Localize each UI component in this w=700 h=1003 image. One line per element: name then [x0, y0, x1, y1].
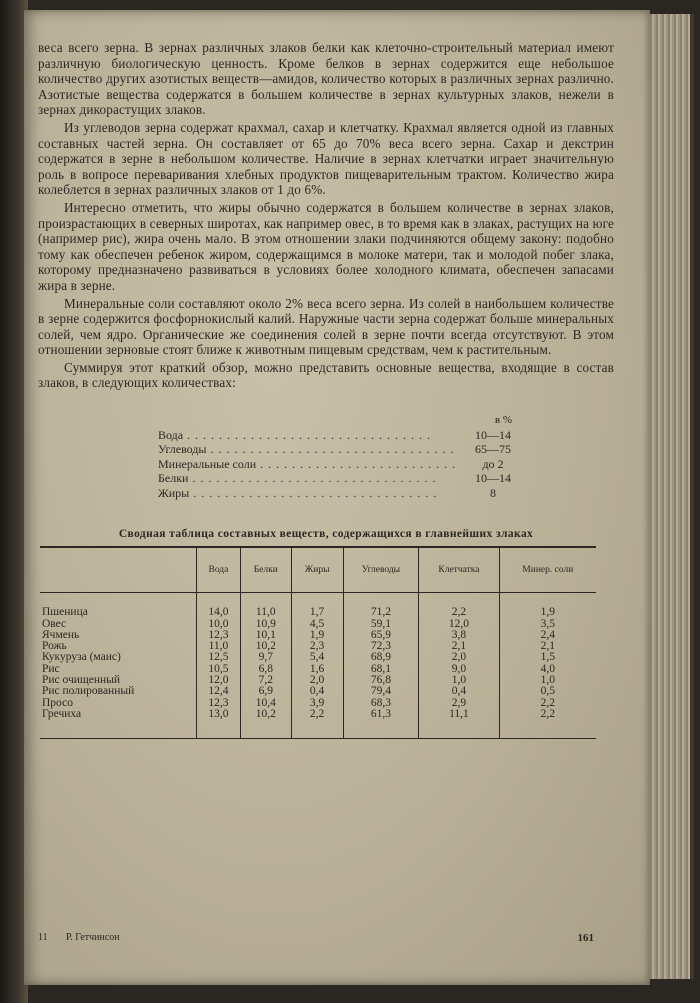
composition-unit-header: в % — [494, 414, 512, 427]
table-row — [40, 618, 596, 629]
cell-carbohydrates: 71,2 — [343, 593, 419, 619]
cell-water: 12,3 — [197, 630, 241, 641]
cell-fiber: 9,0 — [419, 664, 499, 675]
page-footer — [38, 932, 614, 946]
cell-water: 11,0 — [197, 641, 241, 652]
page-number: 161 — [577, 932, 594, 944]
table-row — [40, 686, 596, 697]
composition-name: Белки . . . — [158, 471, 458, 486]
composition-name: Углеводы . . . — [158, 442, 458, 457]
cell-carbohydrates: 76,8 — [343, 675, 419, 686]
cell-water: 10,5 — [197, 664, 241, 675]
cell-carbohydrates: 65,9 — [343, 630, 419, 641]
paragraph-carbohydrates: Из углеводов зерна содержат крахмал, сахар и клетчатку. Крахмал является одной из главных составных частей зерна. Он составляет от 65 до 70% веса всего зерна. Сахар и декстрин содержатся в зерне в небольшом количестве. Наличие в зернах клетчатки играет значительную роль в вопросе переваривания хлебных продуктов пищеварительным трактом. Количество жира колеблется в зернах различных злаков от 1 до 6%. — [38, 119, 614, 198]
cell-fats: 0,4 — [291, 686, 343, 697]
cell-carbohydrates: 59,1 — [343, 618, 419, 629]
cell-fats: 2,3 — [291, 641, 343, 652]
paragraph-summary: Суммируя этот краткий обзор, можно представить основные вещества, входящие в состав злаков, в следующих количествах: — [38, 359, 614, 391]
cell-minerals: 4,0 — [499, 664, 596, 675]
composition-name: Минеральные соли . . . — [158, 457, 458, 472]
cell-proteins: 10,4 — [240, 697, 291, 708]
cell-water: 10,0 — [197, 618, 241, 629]
paragraph-mineral-salts: Минеральные соли составляют около 2% веса всего зерна. Из солей в наибольшем количестве в зерне содержится фосфорнокислый калий. Наружные части зерна содержат больше минеральных солей, чем ядро. Органические же соединения солей в зерне почти всегда отсутствуют. В этом отношении зерновые стоят ближе к животным пищевым средствам, чем к растительным. — [38, 295, 614, 358]
column-header-minerals: Минер. соли — [499, 547, 596, 593]
composition-name: Вода . . . — [158, 428, 458, 443]
cell-crop-name: Гречиха — [42, 707, 82, 720]
composition-value: 8 — [490, 485, 496, 500]
cell-minerals: 1,9 — [499, 593, 596, 619]
composition-value: 10—14 — [475, 427, 511, 442]
composition-row — [158, 442, 528, 457]
cell-fiber: 11,1 — [419, 709, 499, 739]
cell-carbohydrates: 68,1 — [343, 664, 419, 675]
cell-minerals: 2,4 — [499, 630, 596, 641]
cell-proteins: 10,1 — [240, 630, 291, 641]
cell-fiber: 1,0 — [419, 675, 499, 686]
cell-fats: 4,5 — [291, 618, 343, 629]
table-title: Сводная таблица составных веществ, содержащихся в главнейших злаках — [118, 528, 534, 541]
composition-list — [158, 413, 528, 500]
footer-author: Р. Гетчинсон — [66, 932, 120, 943]
cell-fats: 3,9 — [291, 697, 343, 708]
cell-water: 12,4 — [197, 686, 241, 697]
cell-fats: 5,4 — [291, 652, 343, 663]
cereal-composition-table — [40, 546, 596, 739]
cell-fats: 1,6 — [291, 664, 343, 675]
cell-carbohydrates: 79,4 — [343, 686, 419, 697]
column-header-fiber: Клетчатка — [419, 547, 499, 593]
cell-proteins: 10,2 — [240, 709, 291, 739]
cell-crop-name: Рожь — [42, 640, 67, 653]
composition-value: 65—75 — [475, 442, 511, 457]
cell-minerals: 0,5 — [499, 686, 596, 697]
cell-water: 12,5 — [197, 652, 241, 663]
column-header-crop — [40, 547, 197, 593]
cell-fats: 1,9 — [291, 630, 343, 641]
cell-fiber: 0,4 — [419, 686, 499, 697]
cell-crop-name: Рис полированный — [42, 685, 135, 698]
book-page — [24, 10, 650, 985]
column-header-fats: Жиры — [291, 547, 343, 593]
column-header-carbohydrates: Углеводы — [343, 547, 419, 593]
cell-crop-name: Рис — [42, 662, 60, 675]
cell-minerals: 3,5 — [499, 618, 596, 629]
cell-fats: 2,0 — [291, 675, 343, 686]
cell-minerals: 2,1 — [499, 641, 596, 652]
cell-crop-name: Рис очищенный — [42, 673, 121, 686]
composition-value: 10—14 — [475, 471, 511, 486]
cell-fats: 2,2 — [291, 709, 343, 739]
cell-crop-name: Ячмень — [42, 628, 80, 641]
cell-proteins: 6,9 — [240, 686, 291, 697]
cell-fiber: 2,1 — [419, 641, 499, 652]
cell-carbohydrates: 61,3 — [343, 709, 419, 739]
cell-fiber: 2,2 — [419, 593, 499, 619]
table-header-row — [40, 547, 596, 593]
composition-row — [158, 457, 528, 472]
cell-proteins: 10,2 — [240, 641, 291, 652]
composition-value: до 2 — [482, 456, 504, 471]
cell-crop-name: Пшеница — [42, 606, 88, 619]
cell-minerals: 2,2 — [499, 697, 596, 708]
composition-name: Жиры . . . — [158, 486, 458, 501]
page-stack-edge — [650, 14, 694, 979]
cell-water: 13,0 — [197, 709, 241, 739]
cell-fiber: 2,9 — [419, 697, 499, 708]
cell-crop-name: Кукуруза (маис) — [42, 651, 121, 664]
signature-mark: 11 — [38, 932, 48, 943]
cell-fiber: 3,8 — [419, 630, 499, 641]
paragraph-fats: Интересно отметить, что жиры обычно содержатся в большем количестве в зернах злаков, произрастающих в северных широтах, как например овес, в то время как в злаках, растущих на юге (например рис), жира очень мало. В этом отношении злаки подчиняются общему закону: подобно тому как обеспечен ребенок жиром, содержащимся в молоке матери, так и молодой побег злака, которому предназначено развиваться в условиях более холодного климата, обеспечен запасами жира в зерне. — [38, 199, 614, 293]
cell-water: 12,0 — [197, 675, 241, 686]
table-row — [40, 593, 596, 619]
cell-carbohydrates: 68,3 — [343, 697, 419, 708]
cell-carbohydrates: 68,9 — [343, 652, 419, 663]
table-row — [40, 709, 596, 739]
cell-fiber: 12,0 — [419, 618, 499, 629]
cell-carbohydrates: 72,3 — [343, 641, 419, 652]
cell-proteins: 9,7 — [240, 652, 291, 663]
cell-proteins: 11,0 — [240, 593, 291, 619]
cell-minerals: 1,0 — [499, 675, 596, 686]
composition-row — [158, 486, 528, 501]
cell-crop-name: Просо — [42, 696, 73, 709]
cell-crop-name: Овес — [42, 617, 67, 630]
cell-proteins: 6,8 — [240, 664, 291, 675]
table-row — [40, 652, 596, 663]
composition-row — [158, 428, 528, 443]
cell-fats: 1,7 — [291, 593, 343, 619]
cell-water: 14,0 — [197, 593, 241, 619]
column-header-water: Вода — [197, 547, 241, 593]
page-content — [38, 40, 614, 739]
cell-water: 12,3 — [197, 697, 241, 708]
cell-minerals: 1,5 — [499, 652, 596, 663]
paragraph-proteins: веса всего зерна. В зернах различных злаков белки как клеточно-строительный материал имеют различную биологическую ценность. Кроме белков в зернах содержится еще небольшое количество других азотистых веществ—амидов, количество которых в различных зернах различно. Азотистые вещества содержатся в большем количестве в зернах культурных злаков, нежели в зернах дикорастущих злаков. — [38, 40, 614, 118]
cell-proteins: 7,2 — [240, 675, 291, 686]
cell-fiber: 2,0 — [419, 652, 499, 663]
composition-row — [158, 471, 528, 486]
column-header-proteins: Белки — [240, 547, 291, 593]
cell-minerals: 2,2 — [499, 709, 596, 739]
cell-proteins: 10,9 — [240, 618, 291, 629]
